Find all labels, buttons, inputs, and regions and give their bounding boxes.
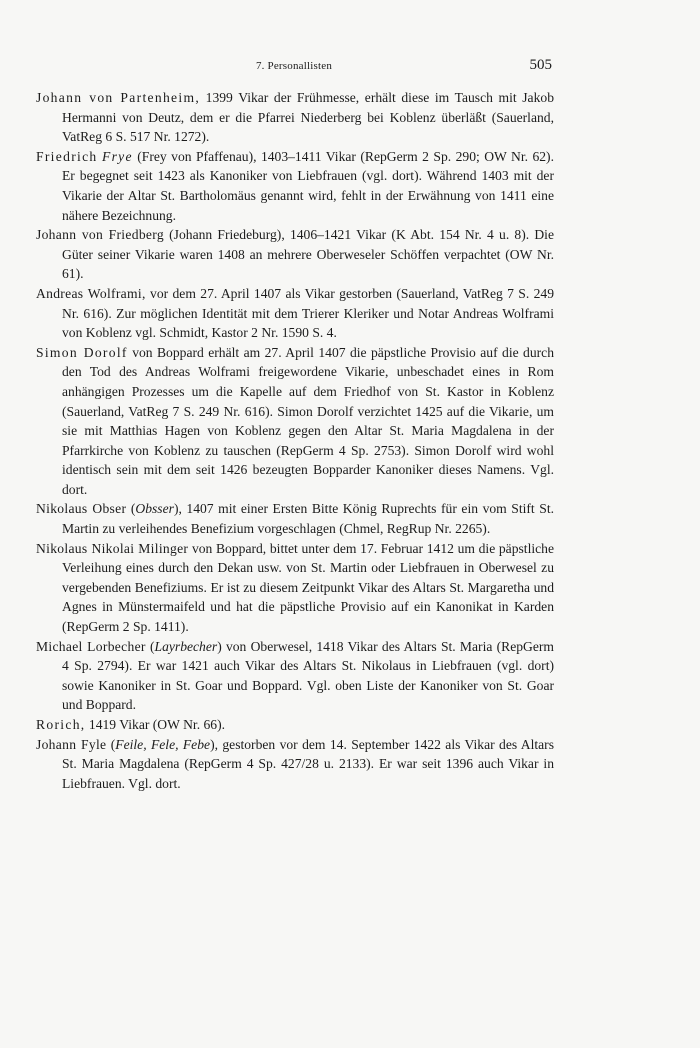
- entry-text: ), 1407 mit einer Ersten Bitte König Ruprechts für ein vom Stift St. Martin zu verleihendes Benefizium vorgeschlagen (Chmel, RegRup Nr. 2265).: [62, 501, 555, 537]
- page-number: 505: [529, 57, 552, 73]
- entry-name: Johann Fyle: [36, 736, 107, 752]
- entry-text: von Boppard erhält am 27. April 1407 die päpstliche Provisio auf die durch den Tod des Andreas Wolframi freigewordene Vikarie, unbeschadet eines in Rom anhängigen Prozesses um die Kapelle auf dem Friedhof von St. Kastor in Koblenz (Sauerland, VatReg 7 S. 249 Nr. 616). Simon Dorolf verzichtet 1425 auf die Vikarie, um sie mit Matthias Hagen von Koblenz gegen den Altar St. Maria Magdalena in der Pfarrkirche von Koblenz zu tauschen (RepGerm 4 Sp. 2753). Simon Dorolf wird wohl identisch sein mit dem seit 1426 bezeugten Bopparder Kanoniker dieses Namens. Vgl. dort.: [62, 344, 554, 497]
- list-entry: [36, 284, 554, 343]
- entry-name: Friedrich: [36, 148, 98, 164]
- list-entry: [36, 343, 554, 500]
- list-entry: [36, 225, 554, 284]
- entry-text: ), gestorben vor dem 14. September 1422 als Vikar des Altars St. Maria Magdalena (RepGerm 4 Sp. 427/28 u. 2133). Er war seit 1396 auch Vikar in Liebfrauen. Vgl. dort.: [62, 736, 554, 791]
- entry-text: 1399 Vikar der Frühmesse, erhält diese im Tausch mit Jakob Hermanni von Deutz, dem er die Pfarrei Niederberg bei Koblenz überläßt (Sauerland, VatReg 6 S. 517 Nr. 1272).: [62, 90, 554, 145]
- entry-text: (Johann Friedeburg), 1406–1421 Vikar (K Abt. 154 Nr. 4 u. 8). Die Güter seiner Vikarie waren 1408 an mehrere Oberweseler Schöffen verpachtet (OW Nr. 61).: [62, 227, 554, 282]
- entry-variant-italic: Obsser: [135, 501, 174, 517]
- entry-name: Johann von Friedberg: [36, 227, 164, 243]
- entry-variant-italic: Feile, Fele, Febe: [115, 736, 211, 752]
- entry-name: Simon Dorolf: [36, 344, 128, 360]
- entry-paren: (: [110, 736, 116, 752]
- running-title: 7. Personallisten: [255, 60, 333, 72]
- list-entry: [36, 499, 554, 538]
- list-entry: [36, 147, 554, 225]
- entry-name: Andreas Wolframi,: [36, 285, 146, 301]
- entry-text: 1419 Vikar (OW Nr. 66).: [88, 717, 226, 732]
- entry-name: Johann von Partenheim,: [36, 90, 201, 105]
- entry-name: Nikolaus Obser: [36, 501, 127, 517]
- entry-text: von Boppard, bittet unter dem 17. Februar 1412 um die päpstliche Verleihung eines durch den Dekan usw. von St. Martin oder Liebfrauen in Oberwesel zu vergebenden Benefiziums. Er ist zu diesem Zeitpunkt Vikar des Altars St. Margaretha und Agnes in Münstermaifeld und hat die päpstliche Provisio auf ein Kanonikat in Karden (RepGerm 2 Sp. 1411).: [62, 540, 554, 635]
- entry-name: Rorich,: [36, 717, 86, 732]
- entry-text: ) von Oberwesel, 1418 Vikar des Altars St. Maria (RepGerm 4 Sp. 2794). Er war 1421 auch Vikar des Altars St. Nikolaus in Liebfrauen (vgl. dort) sowie Kanoniker in St. Goar und Boppard. Vgl. oben Liste der Kanoniker von St. Goar und Boppard.: [62, 638, 555, 713]
- list-entry: [36, 637, 554, 715]
- entry-text: vor dem 27. April 1407 als Vikar gestorben (Sauerland, VatReg 7 S. 249 Nr. 616). Zur möglichen Identität mit dem Trierer Kleriker und Notar Andreas Wolframi von Koblenz vgl. Schmidt, Kastor 2 Nr. 1590 S. 4.: [62, 285, 555, 341]
- list-entry: [36, 715, 554, 735]
- entry-paren: (: [130, 501, 136, 517]
- entry-variant-italic: Layrbecher: [154, 638, 218, 654]
- entry-paren: (: [149, 638, 155, 654]
- entry-name-italic: Frye: [101, 148, 133, 164]
- entry-name: Nikolaus Nikolai Milinger: [36, 540, 189, 556]
- entry-name: Michael Lorbecher: [36, 638, 146, 654]
- list-entry: [36, 88, 554, 147]
- list-entry: [36, 735, 554, 794]
- list-entry: [36, 539, 554, 637]
- personnel-list: [36, 88, 554, 793]
- page-header: [36, 57, 552, 79]
- entry-text: (Frey von Pfaffenau), 1403–1411 Vikar (RepGerm 2 Sp. 290; OW Nr. 62). Er begegnet seit 1423 als Kanoniker von Liebfrauen (vgl. dort). Während 1403 mit der Vikarie der Altar St. Bartholomäus genannt wird, fehlt in der Erwähnung von 1411 eine nähere Bezeichnung.: [62, 148, 554, 223]
